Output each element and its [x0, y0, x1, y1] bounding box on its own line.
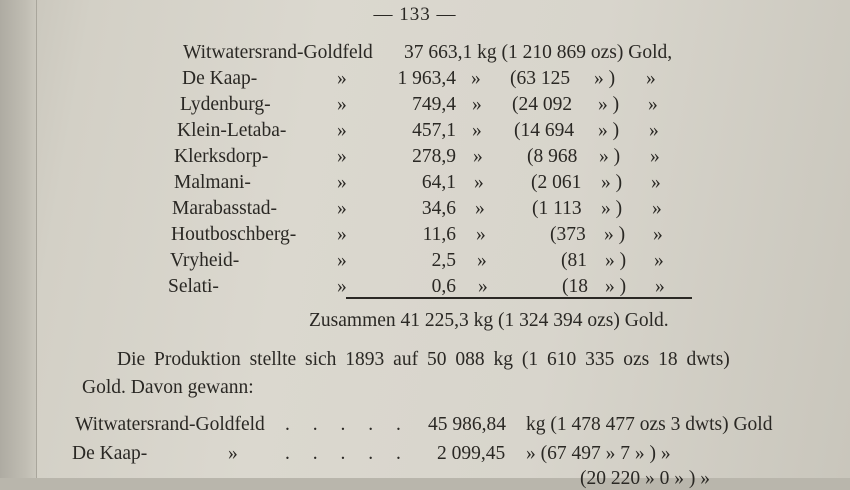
- ditto-mark: »: [653, 224, 663, 245]
- ditto-mark: » ): [604, 224, 626, 245]
- table-row-name: De Kaap-: [182, 68, 258, 89]
- ditto-mark: »: [650, 146, 660, 167]
- table-row-name: Marabasstad-: [172, 198, 278, 219]
- ditto-mark: »: [475, 198, 485, 219]
- kg-value: 11,6: [422, 224, 456, 245]
- ditto-mark: »: [477, 250, 487, 271]
- ditto-mark: »: [478, 276, 488, 297]
- ditto-mark: » ): [605, 276, 627, 297]
- table-row-name: Klein-Letaba-: [177, 120, 287, 141]
- ditto-mark: »: [337, 146, 347, 167]
- ditto-mark: »: [474, 172, 484, 193]
- ditto-mark: »: [337, 224, 347, 245]
- ditto-mark: » ): [599, 146, 621, 167]
- kg-value: 2,5: [431, 250, 456, 271]
- ditto-mark: »: [337, 68, 347, 89]
- ditto-mark: »: [654, 250, 664, 271]
- ditto-mark: » ): [601, 172, 623, 193]
- kg-value: 749,4: [412, 94, 456, 115]
- ditto-mark: »: [337, 94, 347, 115]
- table-row-name: De Kaap-: [72, 443, 148, 464]
- table-row-name: Klerksdorp-: [174, 146, 269, 167]
- kg-value: 64,1: [421, 172, 456, 193]
- kg-value: 34,6: [421, 198, 456, 219]
- ditto-mark: »: [472, 120, 482, 141]
- ditto-mark: »: [337, 250, 347, 271]
- ozs-value: (14 694: [514, 120, 575, 141]
- table-row-name: Witwatersrand-Goldfeld: [183, 42, 373, 63]
- ditto-mark: »: [228, 443, 238, 464]
- page-number: — 133 —: [373, 4, 457, 25]
- ditto-mark: »: [651, 172, 661, 193]
- paragraph-line: Gold. Davon gewann:: [82, 377, 254, 398]
- kg-value: 1 963,4: [397, 68, 456, 89]
- kg-value: 278,9: [412, 146, 456, 167]
- ditto-mark: »: [655, 276, 665, 297]
- book-gutter: [0, 0, 36, 478]
- ozs-value: (373: [550, 224, 586, 245]
- sum-rule: [346, 297, 692, 299]
- ozs-value: (24 092: [512, 94, 573, 115]
- ditto-mark: » ): [598, 120, 620, 141]
- ditto-mark: »: [472, 94, 482, 115]
- table-row-values: kg (1 478 477 ozs 3 dwts) Gold: [526, 414, 773, 435]
- ditto-mark: »: [337, 198, 347, 219]
- table-row-values: » (67 497 » 7 » ) »: [526, 443, 671, 464]
- ditto-mark: »: [649, 120, 659, 141]
- table-row-name: Malmani-: [174, 172, 251, 193]
- table-row-values: 37 663,1 kg (1 210 869 ozs) Gold,: [404, 42, 673, 63]
- ozs-value: (63 125: [510, 68, 571, 89]
- ditto-mark: » ): [594, 68, 616, 89]
- ozs-value: (2 061: [531, 172, 582, 193]
- paragraph-line: Die Produktion stellte sich 1893 auf 50 088 kg (1 610 335 ozs 18 dwts): [117, 349, 730, 370]
- table-row-name: Witwatersrand-Goldfeld: [75, 414, 265, 435]
- ditto-mark: »: [473, 146, 483, 167]
- ditto-mark: » ): [605, 250, 627, 271]
- ditto-mark: »: [337, 276, 347, 297]
- table-row-values: (20 220 » 0 » ) »: [580, 468, 710, 489]
- ditto-mark: »: [646, 68, 656, 89]
- ozs-value: (1 113: [532, 198, 582, 219]
- ditto-mark: »: [337, 172, 347, 193]
- ditto-mark: »: [648, 94, 658, 115]
- ditto-mark: »: [471, 68, 481, 89]
- ditto-mark: » ): [601, 198, 623, 219]
- kg-value: 2 099,45: [437, 443, 506, 464]
- table-row-name: Selati-: [168, 276, 219, 297]
- table-row-name: Vryheid-: [170, 250, 240, 271]
- ozs-value: (18: [562, 276, 588, 297]
- ditto-mark: »: [337, 120, 347, 141]
- kg-value: 457,1: [412, 120, 456, 141]
- total-line: Zusammen 41 225,3 kg (1 324 394 ozs) Gold.: [309, 310, 669, 331]
- kg-value: 0,6: [431, 276, 456, 297]
- gutter-edge: [36, 0, 37, 478]
- dot-leader: . . . . .: [285, 414, 410, 435]
- table-row-name: Lydenburg-: [180, 94, 271, 115]
- ditto-mark: »: [476, 224, 486, 245]
- ozs-value: (8 968: [527, 146, 578, 167]
- ozs-value: (81: [561, 250, 587, 271]
- dot-leader: . . . . .: [285, 443, 410, 464]
- table-row-name: Houtboschberg-: [171, 224, 297, 245]
- ditto-mark: » ): [598, 94, 620, 115]
- ditto-mark: »: [652, 198, 662, 219]
- kg-value: 45 986,84: [428, 414, 506, 435]
